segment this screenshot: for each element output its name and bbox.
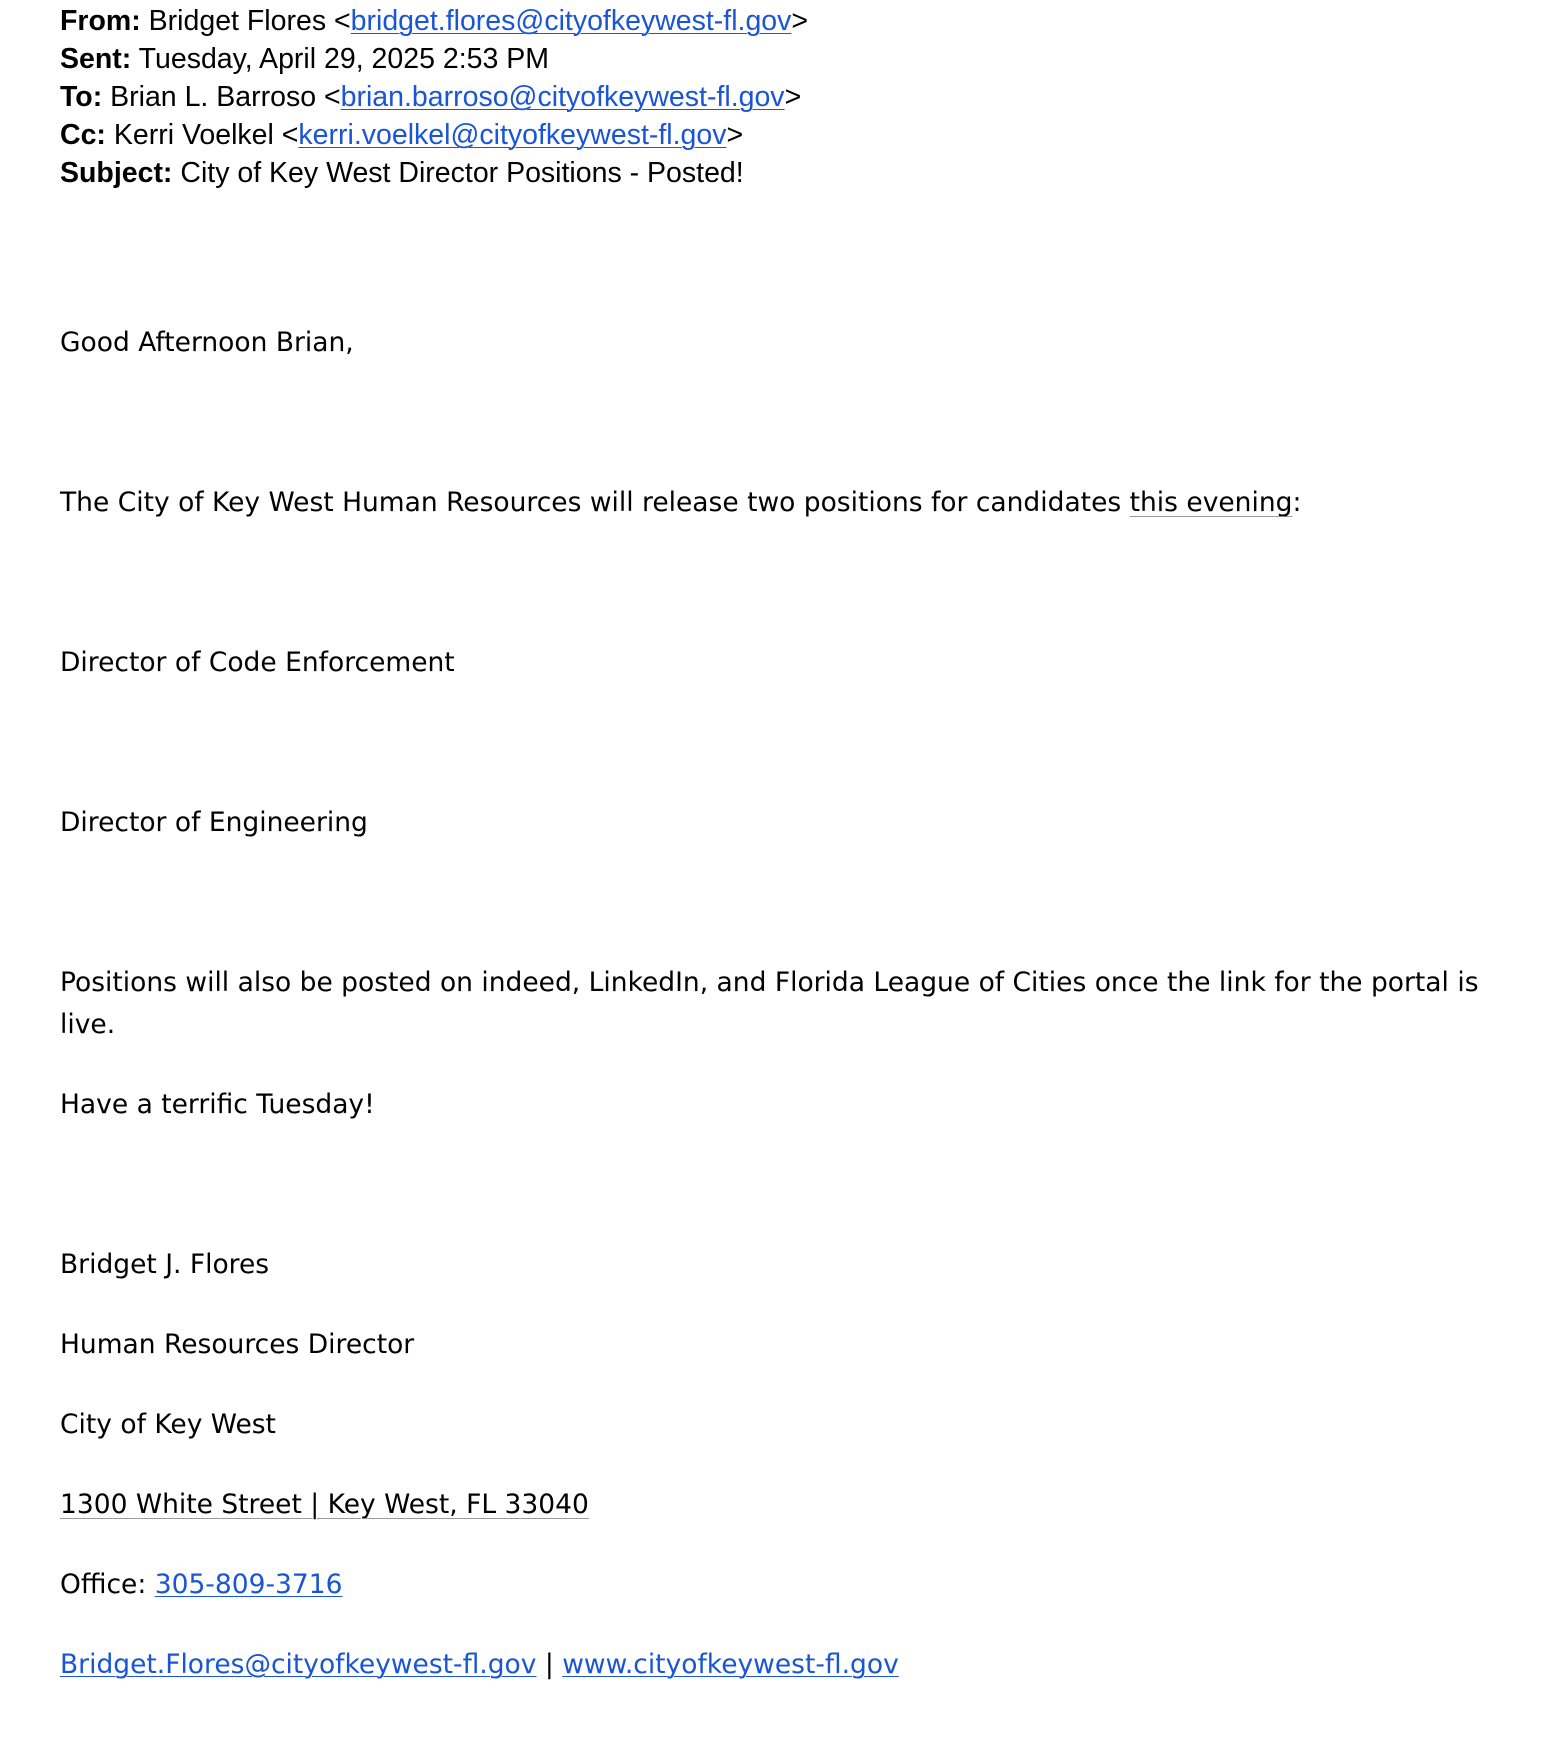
signature-office: [60, 1564, 342, 1606]
from-label: From:: [60, 5, 141, 37]
signature-contact: [60, 1644, 899, 1686]
posting-note: Positions will also be posted on indeed, LinkedIn, and Florida League of Cities once the link for the portal is live.: [60, 967, 1479, 1040]
greeting: Good Afternoon Brian,: [60, 327, 354, 358]
subject-value: City of Key West Director Positions - Posted!: [180, 157, 744, 189]
cc-name: Kerri Voelkel <: [113, 119, 299, 151]
email-header: [60, 2, 808, 192]
from-email-link[interactable]: bridget.flores@cityofkeywest-fl.gov: [350, 5, 792, 37]
from-close-bracket: >: [791, 5, 809, 37]
signature-title: Human Resources Director: [60, 1329, 415, 1360]
address-link[interactable]: 1300 White Street | Key West, FL 33040: [60, 1489, 589, 1520]
from-line: [60, 2, 808, 40]
intro-prefix: The City of Key West Human Resources will release two positions for candidates: [60, 487, 1130, 518]
to-email-link[interactable]: brian.barroso@cityofkeywest-fl.gov: [340, 81, 785, 113]
contact-separator: |: [536, 1649, 563, 1680]
subject-label: Subject:: [60, 157, 173, 189]
to-label: To:: [60, 81, 103, 113]
sent-line: [60, 40, 808, 78]
sent-label: Sent:: [60, 43, 132, 75]
signature-email-link[interactable]: Bridget.Flores@cityofkeywest-fl.gov: [60, 1649, 537, 1680]
from-name: Bridget Flores <: [148, 5, 351, 37]
position-item-code-enforcement: Director of Code Enforcement: [60, 647, 455, 678]
signature-name: Bridget J. Flores: [60, 1249, 270, 1280]
office-label: Office:: [60, 1569, 155, 1600]
position-item-engineering: Director of Engineering: [60, 807, 368, 838]
intro-paragraph: [60, 482, 1301, 524]
office-phone-link[interactable]: 305-809-3716: [154, 1569, 343, 1600]
intro-suffix: :: [1292, 487, 1302, 518]
sent-value: Tuesday, April 29, 2025 2:53 PM: [138, 43, 549, 75]
cc-email-link[interactable]: kerri.voelkel@cityofkeywest-fl.gov: [298, 119, 727, 151]
to-close-bracket: >: [784, 81, 802, 113]
cc-label: Cc:: [60, 119, 106, 151]
signature-address: [60, 1484, 589, 1526]
signature-organization: City of Key West: [60, 1409, 276, 1440]
intro-date-link[interactable]: this evening: [1129, 487, 1293, 518]
to-name: Brian L. Barroso <: [110, 81, 341, 113]
to-line: [60, 78, 808, 116]
cc-close-bracket: >: [726, 119, 744, 151]
closing-line: Have a terrific Tuesday!: [60, 1089, 375, 1120]
subject-line: [60, 154, 808, 192]
website-link[interactable]: www.cityofkeywest-fl.gov: [562, 1649, 899, 1680]
cc-line: [60, 116, 808, 154]
